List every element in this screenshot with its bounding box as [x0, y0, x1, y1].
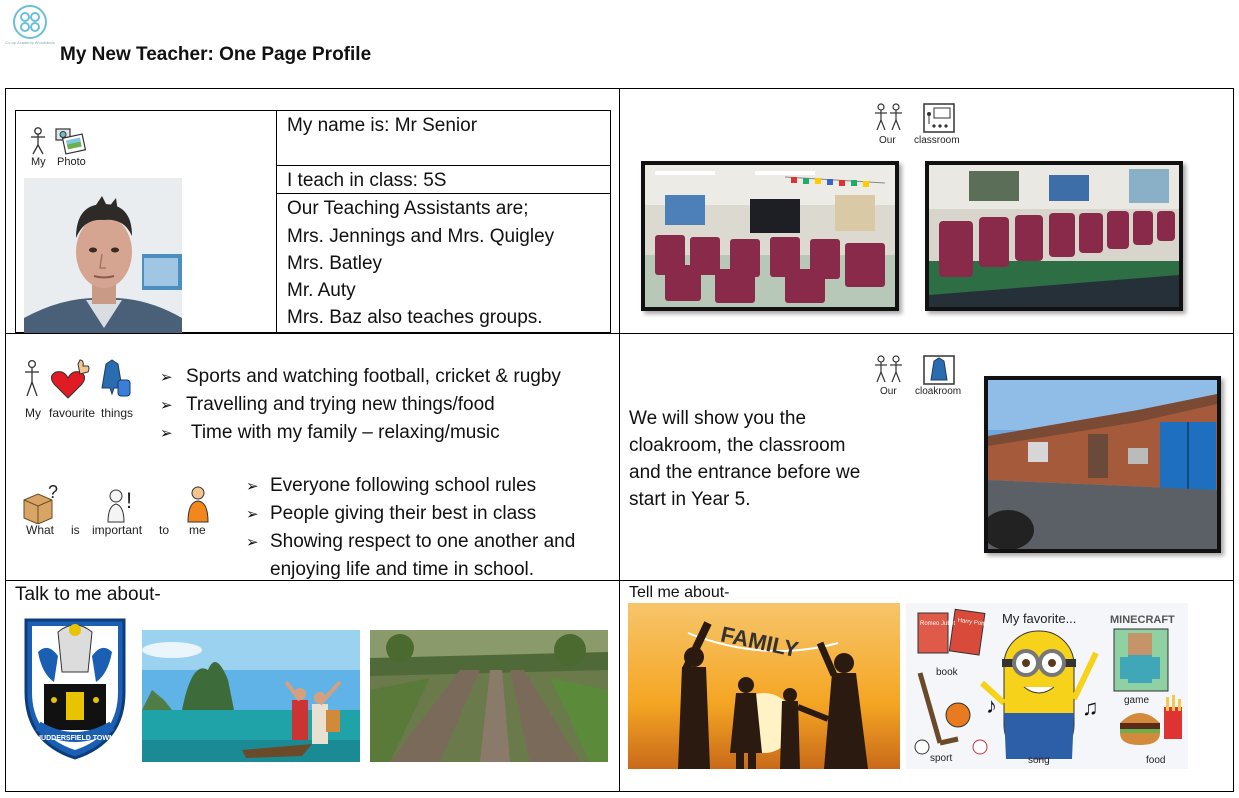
cloakroom-icon: [924, 356, 954, 384]
photo-icon: [56, 129, 85, 154]
family-photo: [628, 603, 900, 769]
classroom-photo-1: [641, 161, 899, 311]
box-question-icon: [24, 484, 58, 524]
important-person-icon: [108, 488, 132, 522]
person-icon: [25, 361, 39, 396]
symbol-label-my: My: [31, 156, 46, 168]
allotment-photo: [370, 630, 608, 762]
row-divider-1: [5, 333, 1234, 334]
svg-text:?: ?: [48, 484, 59, 502]
teacher-name: My name is: Mr Senior: [287, 115, 478, 136]
assistants-heading: Our Teaching Assistants are;: [287, 198, 529, 219]
logo-subtext: Co-op Academy Woodlands: [5, 40, 55, 45]
teacher-class: I teach in class: 5S: [287, 170, 447, 191]
page-title: My New Teacher: One Page Profile: [60, 44, 372, 65]
assistant-line: Mrs. Batley: [287, 253, 383, 274]
symbol-label-me: me: [189, 523, 206, 537]
what-is-important-symbols: [22, 484, 218, 524]
symbol-label-my: My: [25, 406, 41, 420]
assistant-line: Mrs. Jennings and Mrs. Quigley: [287, 226, 555, 247]
symbol-label-classroom: classroom: [914, 135, 960, 146]
list-item: ➢ Everyone following school rules: [246, 472, 575, 500]
arrow-bullet-icon: ➢: [160, 425, 173, 442]
list-item: ➢ Travelling and trying new things/food: [160, 391, 561, 419]
column-divider: [619, 88, 620, 792]
classroom-photo-2: [925, 161, 1183, 311]
tell-heading: Tell me about-: [629, 584, 730, 601]
assistant-line: Mrs. Baz also teaches groups.: [287, 307, 543, 328]
heart-icon: [51, 372, 84, 398]
my-photo-symbols: [26, 126, 88, 158]
arrow-bullet-icon: ➢: [160, 369, 173, 386]
symbol-label-what: What: [26, 523, 55, 537]
book-title: Romeo Juliet: [920, 621, 956, 627]
people-icon: [875, 356, 902, 382]
inner-divider: [276, 110, 277, 333]
arrow-bullet-icon: ➢: [246, 478, 259, 495]
music-note-icon: ♪: [986, 693, 997, 718]
coat-icon: [102, 360, 130, 396]
list-item: ➢ Sports and watching football, cricket & rugby: [160, 363, 561, 391]
list-item: ➢ Time with my family – relaxing/music: [160, 419, 561, 447]
our-cloakroom-symbols: [872, 354, 956, 386]
list-item: ➢ People giving their best in class: [246, 500, 575, 528]
symbol-label-favourite: favourite: [49, 406, 96, 420]
symbol-label-is: is: [71, 523, 80, 537]
symbol-label-our: Our: [880, 386, 897, 397]
label-game: game: [1124, 695, 1150, 706]
inner-row-1: [276, 165, 611, 166]
people-icon: [875, 104, 902, 130]
label-book: book: [936, 667, 958, 678]
label-sport: sport: [930, 753, 953, 764]
my-favourite-things-poster: [906, 603, 1188, 769]
arrow-bullet-icon: ➢: [160, 397, 173, 414]
arrow-bullet-icon: ➢: [246, 534, 259, 551]
entrance-photo: [984, 376, 1221, 553]
me-icon: [188, 487, 208, 522]
my-favourite-things-symbols: [22, 358, 134, 406]
person-icon: [31, 128, 45, 154]
assistant-line: Mr. Auty: [287, 280, 356, 301]
minecraft-icon: [1110, 614, 1175, 691]
book-icon: [918, 609, 990, 655]
symbol-label-things: things: [101, 406, 134, 420]
important-list: [246, 472, 575, 583]
travel-photo: [142, 630, 360, 762]
co-op-logo: [12, 4, 48, 40]
symbol-label-photo: Photo: [57, 156, 86, 168]
game-title: MINECRAFT: [1110, 614, 1175, 626]
our-classroom-symbols: [872, 102, 956, 134]
list-item: ➢ Showing respect to one another and: [246, 528, 575, 556]
symbol-label-to: to: [159, 523, 170, 537]
svg-text:!: !: [126, 488, 133, 513]
list-item: enjoying life and time in school.: [270, 559, 535, 580]
book-title: Harry Potter: [957, 617, 991, 629]
cloakroom-text: We will show you the cloakroom, the classroom and the entrance before we start in Year 5.: [629, 408, 861, 510]
music-note-icon: ♫: [1082, 695, 1099, 720]
teacher-photo: [24, 178, 182, 333]
favourite-things-list: [160, 363, 561, 447]
classroom-icon: [924, 104, 954, 132]
huddersfield-town-badge: [18, 612, 132, 762]
symbol-label-cloakroom: cloakroom: [915, 386, 962, 397]
badge-text: HUDDERSFIELD TOWN: [35, 735, 115, 742]
label-song: song: [1028, 755, 1050, 766]
arrow-bullet-icon: ➢: [246, 506, 259, 523]
family-banner-text: FAMILY: [718, 621, 801, 663]
talk-heading: Talk to me about-: [15, 584, 161, 605]
poster-title: My favorite...: [1002, 611, 1077, 626]
row-divider-2: [5, 580, 1234, 581]
thumbs-up-icon: [78, 360, 89, 374]
symbol-label-our: Our: [879, 135, 896, 146]
symbol-label-important: important: [92, 523, 143, 537]
label-food: food: [1146, 755, 1166, 766]
